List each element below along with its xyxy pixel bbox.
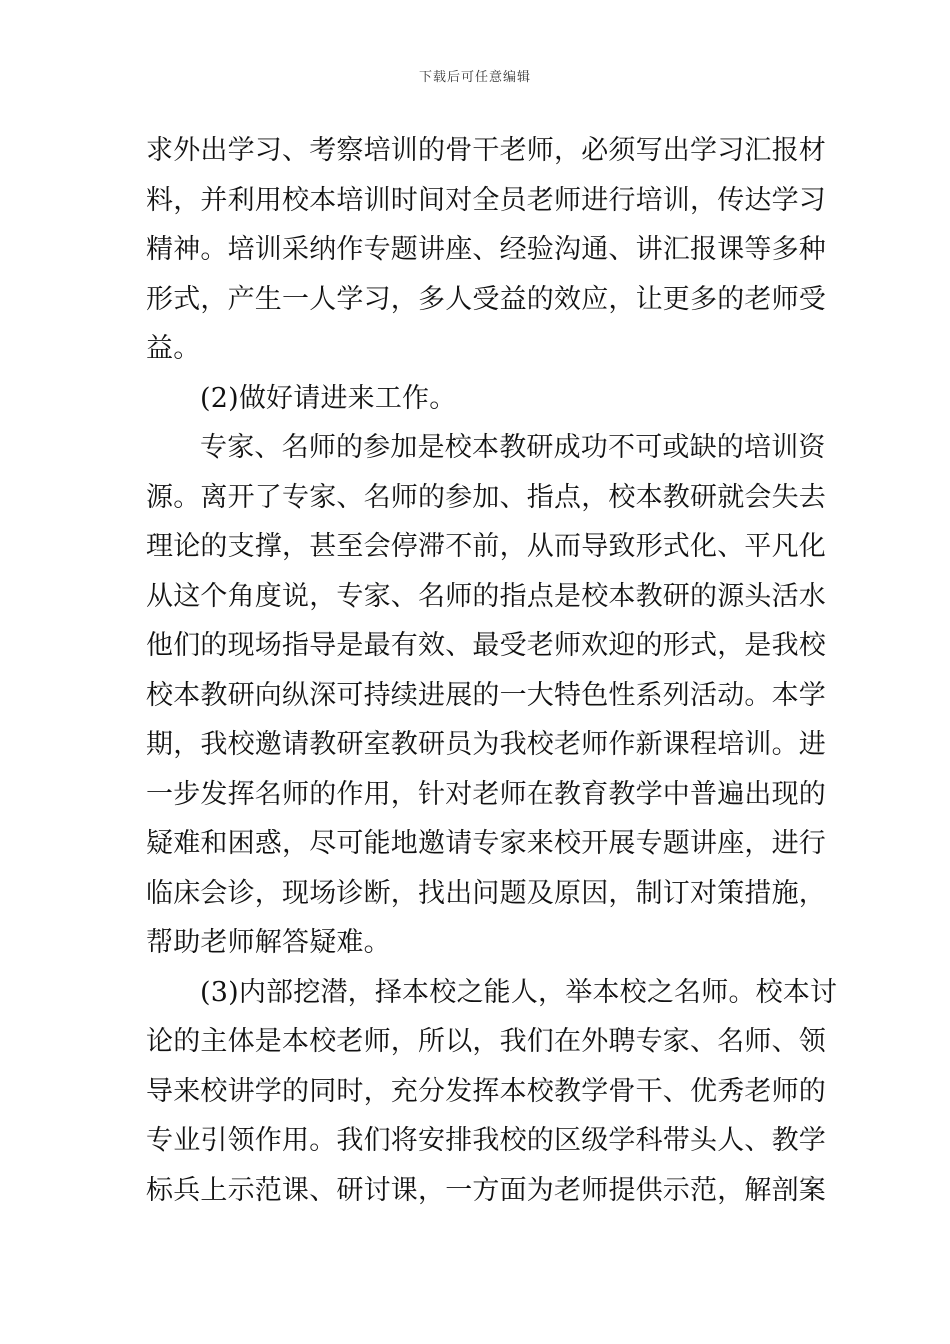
- text-line: 从这个角度说，专家、名师的指点是校本教研的源头活水: [146, 580, 826, 612]
- text-line: 源。离开了专家、名师的参加、指点，校本教研就会失去: [146, 481, 826, 513]
- text-line: 临床会诊，现场诊断，找出问题及原因，制订对策措施，: [146, 877, 826, 909]
- text-line: 论的主体是本校老师，所以，我们在外聘专家、名师、领: [146, 1026, 826, 1057]
- text-line: 他们的现场指导是最有效、最受老师欢迎的形式，是我校: [146, 630, 826, 661]
- paragraph-heading: (3)内部挖潜，择本校之能人，举本校之名师。校本讨: [200, 976, 838, 1008]
- text-line: 标兵上示范课、研讨课，一方面为老师提供示范，解剖案: [146, 1174, 826, 1206]
- body-text: [146, 126, 838, 1215]
- text-line: 疑难和困惑，尽可能地邀请专家来校开展专题讲座，进行: [146, 828, 826, 859]
- text-line: 帮助老师解答疑难。: [146, 927, 391, 958]
- text-line: 求外出学习、考察培训的骨干老师，必须写出学习汇报材: [146, 135, 826, 166]
- text-line: 校本教研向纵深可持续进展的一大特色性系列活动。本学: [146, 679, 826, 711]
- text-line: 形式，产生一人学习，多人受益的效应，让更多的老师受: [146, 283, 826, 315]
- text-line: 一步发挥名师的作用，针对老师在教育教学中普遍出现的: [146, 778, 826, 810]
- paragraph-heading: (2)做好请进来工作。: [200, 382, 457, 414]
- text-line: 理论的支撑，甚至会停滞不前，从而导致形式化、平凡化: [146, 531, 826, 562]
- text-line: 专业引领作用。我们将安排我校的区级学科带头人、教学: [146, 1125, 826, 1156]
- text-line: 精神。培训采纳作专题讲座、经验沟通、讲汇报课等多种: [146, 234, 826, 265]
- text-line: 料，并利用校本培训时间对全员老师进行培训，传达学习: [146, 184, 826, 216]
- page-header-note: 下载后可任意编辑: [418, 70, 531, 85]
- text-line: 期，我校邀请教研室教研员为我校老师作新课程培训。进: [146, 729, 826, 760]
- text-line: 导来校讲学的同时，充分发挥本校教学骨干、优秀老师的: [146, 1075, 826, 1107]
- text-line: 益。: [146, 333, 201, 364]
- text-line: 专家、名师的参加是校本教研成功不可或缺的培训资: [200, 432, 826, 463]
